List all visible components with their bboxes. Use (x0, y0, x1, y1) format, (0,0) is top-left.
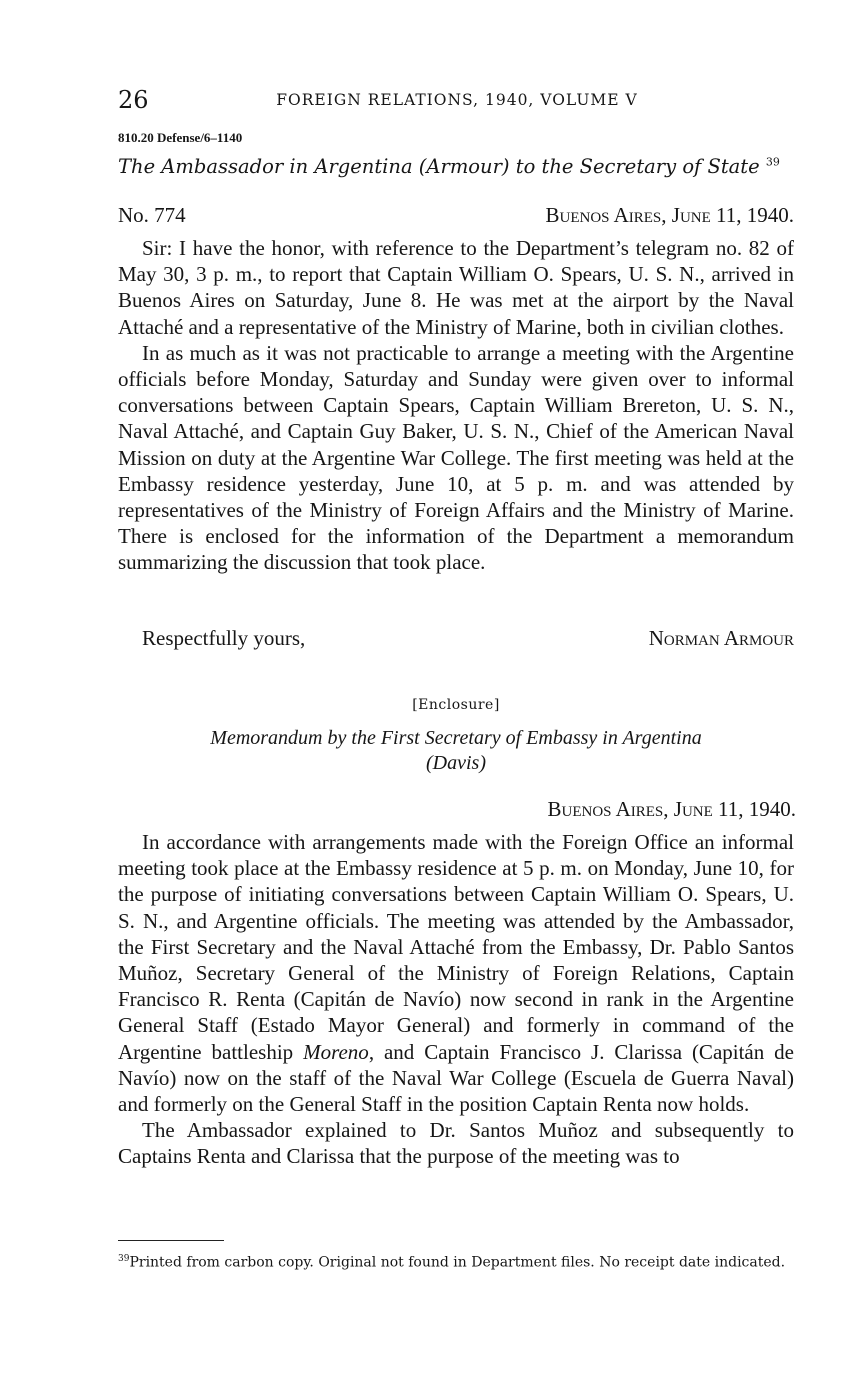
enclosure-label: [Enclosure] (412, 697, 500, 713)
running-title: FOREIGN RELATIONS, 1940, VOLUME V (276, 91, 638, 109)
footnote-number: 39 (118, 1254, 130, 1264)
signature: Norman Armour (648, 626, 794, 650)
footnote-reference[interactable]: 39 (765, 155, 780, 169)
despatch-header (118, 203, 794, 228)
body-paragraph (118, 829, 794, 1117)
body-paragraph: Sir: I have the honor, with reference to the Department’s telegram no. 82 of May 30, 3 p. m., to report that Captain William O. Spears, U. S. N., arrived in Buenos Aires on Saturday, June 8. He was met at the airport by the Naval Attaché and a representative of the Ministry of Marine, both in civilian clothes. (118, 236, 794, 339)
ship-name: Moreno (303, 1039, 369, 1064)
despatch-dateline: Buenos Aires, June 11, 1940. (545, 203, 794, 227)
despatch-number: No. 774 (118, 203, 186, 227)
memorandum-title (118, 726, 794, 776)
closing (142, 626, 794, 651)
memorandum-dateline: Buenos Aires, June 11, 1940. (547, 797, 796, 821)
page-number: 26 (118, 86, 149, 114)
document-title-text: The Ambassador in Argentina (Armour) to the Secretary of State (118, 155, 760, 178)
despatch-body (118, 235, 794, 576)
footnote (118, 1250, 794, 1273)
body-paragraph: The Ambassador explained to Dr. Santos Muñoz and subsequently to Captains Renta and Clarissa that the purpose of the meeting was to (118, 1118, 794, 1169)
footnote-divider (118, 1240, 224, 1241)
body-paragraph: In as much as it was not practicable to arrange a meeting with the Argentine officials before Monday, Saturday and Sunday were given over to informal conversations between Captain Spears, Captain William Brereton, U. S. N., Naval Attaché, and Captain Guy Baker, U. S. N., Chief of the American Naval Mission on duty at the Argentine War College. The first meeting was held at the Embassy residence yesterday, June 10, at 5 p. m. and was attended by representatives of the Ministry of Foreign Affairs and the Ministry of Marine. There is enclosed for the information of the Department a memorandum summarizing the discussion that took place. (118, 340, 794, 575)
running-header (118, 86, 796, 116)
memorandum-title-line: Memorandum by the First Secretary of Embassy in Argentina (210, 727, 702, 749)
paragraph-text: , and Captain Francisco J. Clarissa (Capitán de Navío) now on the staff of the Naval War College (Escuela de Guerra Naval) and formerly on the General Staff in the position Captain Renta now holds. (118, 1039, 794, 1117)
file-number: 810.20 Defense/6–1140 (118, 130, 243, 145)
footnote-text: Printed from carbon copy. Original not found in Department files. No receipt date indicated. (129, 1254, 786, 1271)
complimentary-close: Respectfully yours, (142, 626, 306, 650)
document-title (118, 155, 798, 178)
memorandum-body (118, 829, 794, 1170)
paragraph-text: In accordance with arrangements made with the Foreign Office an informal meeting took place at the Embassy residence at 5 p. m. on Monday, June 10, for the purpose of initiating conversations between Captain William O. Spears, U. S. N., and Argentine officials. The meeting was attended by the Ambassador, the First Secretary and the Naval Attaché from the Embassy, Dr. Pablo Santos Muñoz, Secretary General of the Ministry of Foreign Relations, Captain Francisco R. Renta (Capitán de Navío) now second in rank in the Argentine General Staff (Estado Mayor General) and formerly in command of the Argentine battleship (118, 830, 794, 1064)
memorandum-title-line: (Davis) (426, 752, 486, 774)
